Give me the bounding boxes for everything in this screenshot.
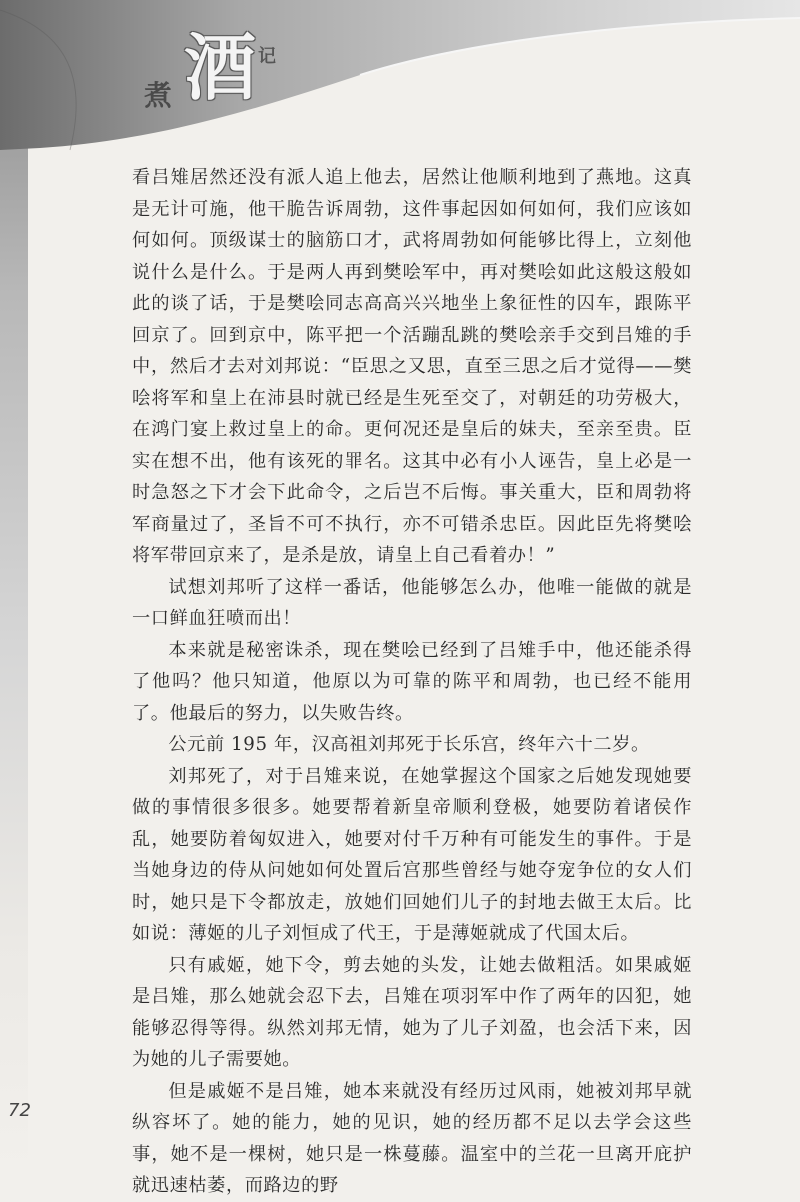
paragraph: 刘邦死了，对于吕雉来说，在她掌握这个国家之后她发现她要做的事情很多很多。她要帮着新皇帝顺利登极，她要防着诸侯作乱，她要防着匈奴进入，她要对付千万种有可能发生的事件。于是当她身边的侍从问她如何处置后宫那些曾经与她夺宠争位的女人们时，她只是下令都放走，放她们回她们儿子的封地去做王太后。比如说：薄姬的儿子刘恒成了代王，于是薄姬就成了代国太后。 (132, 765, 692, 944)
title-char-jiu: 酒 (184, 25, 257, 110)
body-text (132, 162, 692, 1202)
paragraph: 本来就是秘密诛杀，现在樊哙已经到了吕雉手中，他还能杀得了他吗？他只知道，他原以为可靠的陈平和周勃，也已经不能用了。他最后的努力，以失败告终。 (132, 639, 692, 724)
title-char-zhu: 煮 (144, 79, 173, 112)
paragraph: 但是戚姬不是吕雉，她本来就没有经历过风雨，她被刘邦早就纵容坏了。她的能力，她的见识，她的经历都不足以去学会这些事，她不是一棵树，她只是一株蔓藤。温室中的兰花一旦离开庇护就迅速枯萎，而路边的野 (132, 1080, 692, 1196)
header-decoration (0, 0, 800, 150)
chapter-title (140, 25, 310, 130)
paragraph: 公元前 195 年，汉高祖刘邦死于长乐宫，终年六十二岁。 (168, 734, 650, 755)
page-number: 72 (8, 1100, 31, 1121)
left-decorative-strip (0, 0, 28, 1176)
paragraph: 看吕雉居然还没有派人追上他去，居然让他顺利地到了燕地。这真是无计可施，他干脆告诉周勃，这件事起因如何如何，我们应该如何如何。顶级谋士的脑筋口才，武将周勃如何能够比得上，立刻他说什么是什么。于是两人再到樊哙军中，再对樊哙如此这般这般如此的谈了话，于是樊哙同志高高兴兴地坐上象征性的囚车，跟陈平回京了。回到京中，陈平把一个活蹦乱跳的樊哙亲手交到吕雉的手中，然后才去对刘邦说：“臣思之又思，直至三思之后才觉得——樊哙将军和皇上在沛县时就已经是生死至交了，对朝廷的功劳极大，在鸿门宴上救过皇上的命。更何况还是皇后的妹夫，至亲至贵。臣实在想不出，他有该死的罪名。这其中必有小人诬告，皇上必是一时急怒之下才会下此命令，之后岂不后悔。事关重大，臣和周勃将军商量过了，圣旨不可不执行，亦不可错杀忠臣。因此臣先将樊哙将军带回京来了，是杀是放，请皇上自己看着办！” (132, 167, 692, 566)
paragraph: 试想刘邦听了这样一番话，他能够怎么办，他唯一能做的就是一口鲜血狂喷而出！ (132, 576, 692, 629)
paragraph: 只有戚姬，她下令，剪去她的头发，让她去做粗活。如果戚姬是吕雉，那么她就会忍下去，吕雉在项羽军中作了两年的囚犯，她能够忍得等得。纵然刘邦无情，她为了儿子刘盈，也会活下来，因为她的儿子需要她。 (132, 954, 692, 1070)
title-char-ji: 记 (258, 46, 276, 67)
